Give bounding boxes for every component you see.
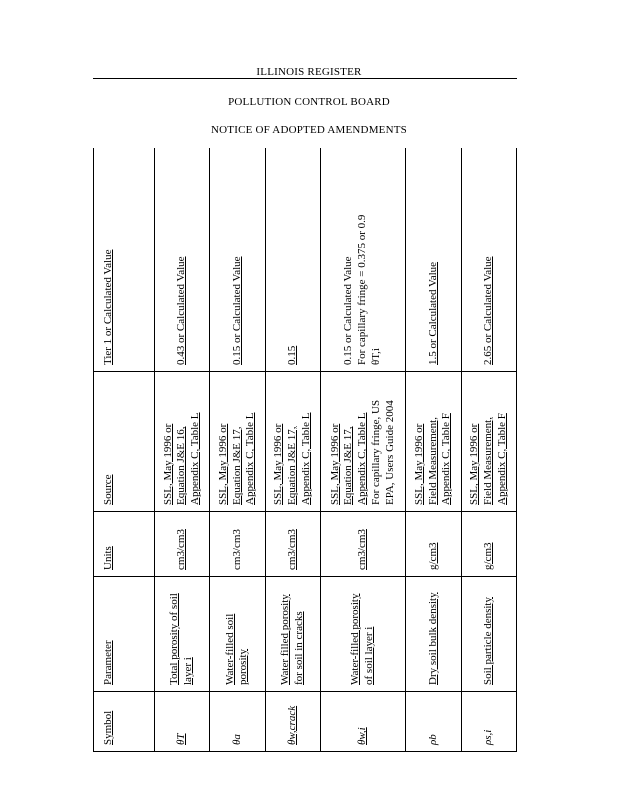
value-cell [155, 148, 210, 372]
source-line: SSL, May 1996 or [272, 423, 285, 505]
table-row [265, 148, 320, 752]
source-line: Equation J&E 17, [342, 426, 355, 505]
symbol-cell: ρb [406, 692, 461, 752]
parameter-cell: Water filled porosity for soil in cracks [265, 577, 320, 692]
table-row [210, 148, 265, 752]
symbol-cell: θT [155, 692, 210, 752]
source-line: Equation J&E 16, [175, 426, 188, 505]
notice-title: NOTICE OF ADOPTED AMENDMENTS [211, 124, 407, 136]
source-line: Equation J&E 17, [285, 426, 298, 505]
value-line: θT,i [369, 348, 382, 365]
source-line: SSL, May 1996 or [161, 423, 174, 505]
source-cell [265, 372, 320, 512]
symbol-cell: θa [210, 692, 265, 752]
symbol-cell: θw,i [320, 692, 406, 752]
header-rule [93, 78, 517, 79]
units-cell: cm3/cm3 [155, 512, 210, 577]
column-header-units: Units [94, 512, 155, 577]
source-line: SSL, May 1996 or [412, 423, 425, 505]
source-line: Field Measurement, [481, 417, 494, 505]
parameter-cell [320, 577, 406, 692]
value-cell [265, 148, 320, 372]
parameter-cell: Water-filled soil porosity [210, 577, 265, 692]
source-cell [320, 372, 406, 512]
value-cell [461, 148, 516, 372]
value-line: For capillary fringe = 0.375 or 0.9 [356, 214, 369, 365]
table-row [155, 148, 210, 752]
source-line: Appendix C, Table L [299, 412, 312, 505]
column-header-value: Tier 1 or Calculated Value [94, 148, 155, 372]
units-cell: cm3/cm3 [265, 512, 320, 577]
column-header-symbol: Symbol [94, 692, 155, 752]
source-line: Appendix C, Table F [495, 413, 508, 505]
column-header-parameter: Parameter [94, 577, 155, 692]
symbol-cell: θw,crack [265, 692, 320, 752]
source-line: Appendix C, Table F [440, 413, 453, 505]
parameter-table [93, 148, 517, 752]
board-title: POLLUTION CONTROL BOARD [228, 96, 390, 108]
source-cell [210, 372, 265, 512]
table-row [461, 148, 516, 752]
source-line: For capillary fringe, US [369, 399, 382, 505]
source-line: Field Measurement, [426, 417, 439, 505]
rotated-table [93, 148, 517, 752]
source-cell [461, 372, 516, 512]
source-line: SSL, May 1996 or [328, 423, 341, 505]
value-cell [320, 148, 406, 372]
parameter-cell: Dry soil bulk density [406, 577, 461, 692]
rotated-table-container [93, 148, 517, 752]
source-cell [155, 372, 210, 512]
source-line: SSL, May 1996 or [216, 423, 229, 505]
table-row [406, 148, 461, 752]
parameter-cell: Total porosity of soil layer i [155, 577, 210, 692]
value-line: 0.43 or Calculated Value [175, 256, 188, 365]
table-header-row [94, 148, 155, 752]
units-cell: g/cm3 [461, 512, 516, 577]
value-line: 2.65 or Calculated Value [481, 256, 494, 365]
value-line: 0.15 or Calculated Value [342, 256, 355, 365]
units-cell: cm3/cm3 [210, 512, 265, 577]
source-line: Appendix C, Table L [244, 412, 257, 505]
symbol-cell: ρs,i [461, 692, 516, 752]
value-line: 0.15 or Calculated Value [230, 256, 243, 365]
units-cell: g/cm3 [406, 512, 461, 577]
source-cell [406, 372, 461, 512]
source-line: EPA, Users Guide 2004 [383, 400, 396, 505]
column-header-source: Source [94, 372, 155, 512]
value-cell [210, 148, 265, 372]
table-row [320, 148, 406, 752]
source-line: SSL, May 1996 or [468, 423, 481, 505]
register-title: ILLINOIS REGISTER [256, 66, 362, 78]
source-line: Appendix C, Table L [356, 412, 369, 505]
units-cell: cm3/cm3 [320, 512, 406, 577]
parameter-text: Water-filled porosity of soil layer i [349, 593, 376, 685]
value-line: 1.5 or Calculated Value [426, 261, 439, 365]
value-cell [406, 148, 461, 372]
source-line: Equation J&E 17, [230, 426, 243, 505]
parameter-cell: Soil particle density [461, 577, 516, 692]
source-line: Appendix C, Table L [189, 412, 202, 505]
value-line: 0.15 [285, 345, 298, 365]
